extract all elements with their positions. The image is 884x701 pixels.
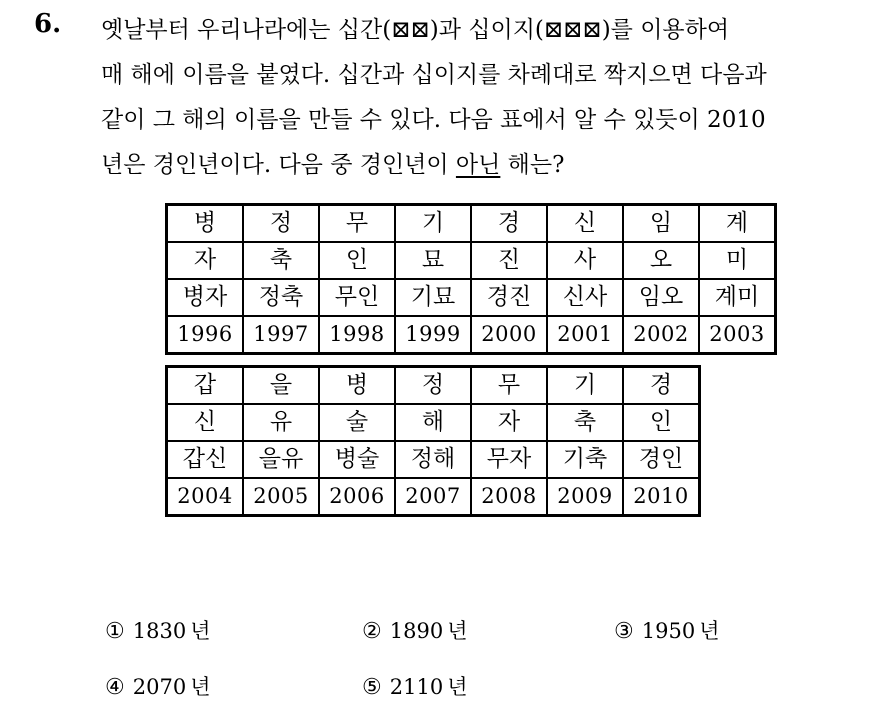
year-name-cell: 경인 (623, 441, 700, 478)
stem-cell: 임 (623, 205, 699, 243)
underlined-word: 아닌 (455, 152, 501, 178)
year-name-cell: 무인 (319, 279, 395, 316)
stem-cell: 신 (547, 205, 623, 243)
year-name-cell: 정축 (243, 279, 319, 316)
year-name-cell: 경진 (471, 279, 547, 316)
row-heavenly-stem (167, 205, 776, 243)
question-number: 6. (34, 9, 62, 39)
year-cell: 2003 (699, 316, 776, 354)
sexagenary-table-1996-2003 (165, 203, 777, 355)
choice-suffix: 년 (190, 675, 211, 699)
year-name-cell: 기묘 (395, 279, 471, 316)
branch-cell: 축 (547, 404, 623, 441)
year-cell: 2008 (471, 478, 547, 516)
question-line: 매 해에 이름을 붙였다. 십간과 십이지를 차례대로 짝지으면 다음과 (101, 62, 767, 88)
year-name-cell: 을유 (243, 441, 319, 478)
question-text-after: 해는? (500, 152, 565, 178)
stem-cell: 병 (319, 367, 395, 405)
question-text (101, 8, 871, 188)
stem-cell: 을 (243, 367, 319, 405)
year-cell: 2010 (623, 478, 700, 516)
stem-cell: 병 (167, 205, 244, 243)
choice-suffix: 년 (190, 619, 211, 643)
year-cell: 2007 (395, 478, 471, 516)
year-name-cell: 계미 (699, 279, 776, 316)
year-cell: 2000 (471, 316, 547, 354)
year-cell: 2004 (167, 478, 244, 516)
choice-marker: ④ (105, 675, 125, 700)
year-cell: 2009 (547, 478, 623, 516)
sexagenary-table-2004-2010 (165, 365, 701, 517)
year-name-cell: 병술 (319, 441, 395, 478)
row-earthly-branch (167, 404, 700, 441)
choice-year: 1950 (641, 619, 696, 643)
year-name-cell: 갑신 (167, 441, 244, 478)
row-year (167, 316, 776, 354)
branch-cell: 유 (243, 404, 319, 441)
year-cell: 1996 (167, 316, 244, 354)
year-cell: 2001 (547, 316, 623, 354)
choice-3[interactable] (614, 615, 719, 645)
branch-cell: 인 (623, 404, 700, 441)
year-cell: 1999 (395, 316, 471, 354)
branch-cell: 자 (471, 404, 547, 441)
choice-year: 2110 (389, 675, 444, 699)
branch-cell: 신 (167, 404, 244, 441)
choice-1[interactable] (105, 615, 210, 645)
branch-cell: 해 (395, 404, 471, 441)
question-line-last (101, 143, 871, 188)
choice-suffix: 년 (447, 675, 468, 699)
branch-cell: 진 (471, 242, 547, 279)
question-line: 같이 그 해의 이름을 만들 수 있다. 다음 표에서 알 수 있듯이 2010 (101, 107, 766, 133)
row-year-name (167, 441, 700, 478)
year-cell: 1998 (319, 316, 395, 354)
row-year-name (167, 279, 776, 316)
choice-5[interactable] (362, 671, 467, 701)
choice-year: 1830 (132, 619, 187, 643)
year-name-cell: 임오 (623, 279, 699, 316)
year-name-cell: 병자 (167, 279, 244, 316)
choice-marker: ⑤ (362, 675, 382, 700)
choice-year: 1890 (389, 619, 444, 643)
year-cell: 2006 (319, 478, 395, 516)
stem-cell: 갑 (167, 367, 244, 405)
branch-cell: 술 (319, 404, 395, 441)
year-name-cell: 정해 (395, 441, 471, 478)
stem-cell: 정 (243, 205, 319, 243)
choice-marker: ① (105, 619, 125, 644)
stem-cell: 기 (395, 205, 471, 243)
branch-cell: 자 (167, 242, 244, 279)
question-text-before: 년은 경인년이다. 다음 중 경인년이 (101, 152, 456, 178)
year-name-cell: 무자 (471, 441, 547, 478)
row-year (167, 478, 700, 516)
stem-cell: 무 (319, 205, 395, 243)
stem-cell: 무 (471, 367, 547, 405)
row-heavenly-stem (167, 367, 700, 405)
question-line: 옛날부터 우리나라에는 십간(⊠⊠)과 십이지(⊠⊠⊠)를 이용하여 (101, 17, 730, 43)
stem-cell: 정 (395, 367, 471, 405)
branch-cell: 사 (547, 242, 623, 279)
branch-cell: 미 (699, 242, 776, 279)
branch-cell: 묘 (395, 242, 471, 279)
choice-suffix: 년 (447, 619, 468, 643)
year-name-cell: 기축 (547, 441, 623, 478)
year-cell: 2005 (243, 478, 319, 516)
choice-marker: ③ (614, 619, 634, 644)
branch-cell: 축 (243, 242, 319, 279)
choice-suffix: 년 (699, 619, 720, 643)
row-earthly-branch (167, 242, 776, 279)
branch-cell: 인 (319, 242, 395, 279)
year-cell: 1997 (243, 316, 319, 354)
choice-4[interactable] (105, 671, 210, 701)
choice-2[interactable] (362, 615, 467, 645)
stem-cell: 계 (699, 205, 776, 243)
choice-year: 2070 (132, 675, 187, 699)
year-cell: 2002 (623, 316, 699, 354)
stem-cell: 경 (471, 205, 547, 243)
choice-marker: ② (362, 619, 382, 644)
stem-cell: 기 (547, 367, 623, 405)
year-name-cell: 신사 (547, 279, 623, 316)
stem-cell: 경 (623, 367, 700, 405)
branch-cell: 오 (623, 242, 699, 279)
